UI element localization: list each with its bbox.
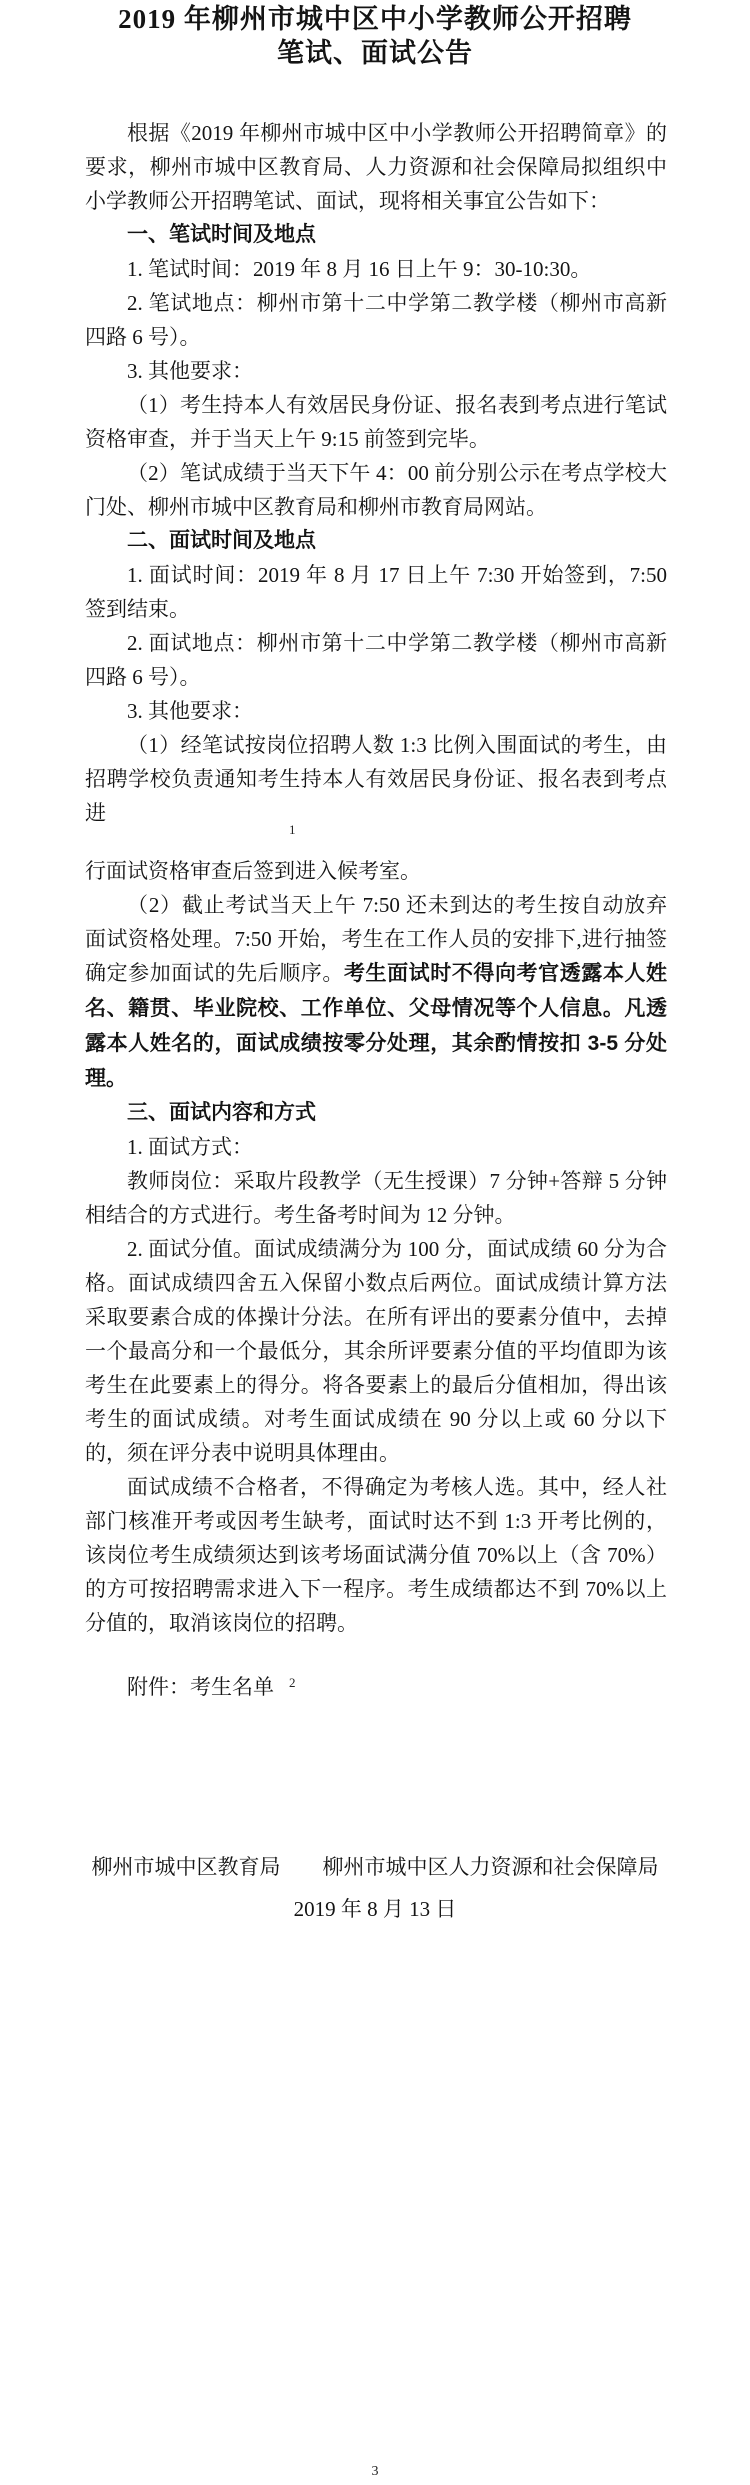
written-test-requirement-1: （1）考生持本人有效居民身份证、报名表到考点进行笔试资格审查，并于当天上午 9:15 前签到完毕。 xyxy=(85,393,667,451)
interview-location: 2. 面试地点：柳州市第十二中学第二教学楼（柳州市高新四路 6 号）。 xyxy=(85,631,667,689)
interview-requirement-2-normal: （2）截止考试当天上午 7:50 还未到达的考生按自动放弃面试资格处理。7:50 开始，考生在工作人员的安排下,进行抽签确定参加面试的先后顺序。 xyxy=(85,893,667,985)
document-body xyxy=(85,116,667,1704)
written-test-location: 2. 笔试地点：柳州市第十二中学第二教学楼（柳州市高新四路 6 号）。 xyxy=(85,291,667,349)
interview-method-label: 1. 面试方式： xyxy=(127,1135,253,1159)
interview-fail-rules: 面试成绩不合格者，不得确定为考核人选。其中，经人社部门核准开考或因考生缺考，面试时达不到 1:3 开考比例的，该岗位考生成绩须达到该考场面试满分值 70%以上（含 70%）的方可按招聘需求进入下一程序。考生成绩都达不到 70%以上分值的，取消该岗位的招聘。 xyxy=(85,1475,667,1635)
title-line-1: 2019 年柳州市城中区中小学教师公开招聘 xyxy=(118,4,632,34)
document-title xyxy=(0,2,750,70)
title-line-2: 笔试、面试公告 xyxy=(277,38,473,68)
page-number-3: 3 xyxy=(371,2464,379,2479)
written-test-other-label: 3. 其他要求： xyxy=(127,359,253,383)
interview-requirement-2 xyxy=(85,888,667,1096)
issue-date: 2019 年 8 月 13 日 xyxy=(293,1897,457,1921)
issuer-education-bureau: 柳州市城中区教育局 xyxy=(91,1855,281,1879)
interview-time: 1. 面试时间：2019 年 8 月 17 日上午 7:30 开始签到，7:50 签到结束。 xyxy=(85,563,667,621)
issuing-agencies xyxy=(0,1850,750,1884)
section-2-heading: 二、面试时间及地点 xyxy=(127,529,316,552)
section-3-heading: 三、面试内容和方式 xyxy=(127,1101,316,1124)
written-test-time: 1. 笔试时间：2019 年 8 月 16 日上午 9：30-10:30。 xyxy=(127,257,592,281)
section-1-heading: 一、笔试时间及地点 xyxy=(127,223,316,246)
page-number-1-artifact: 1 xyxy=(289,822,296,837)
written-test-requirement-2: （2）笔试成绩于当天下午 4：00 前分别公示在考点学校大门处、柳州市城中区教育局和柳州市教育局网站。 xyxy=(85,461,667,519)
interview-method-detail: 教师岗位：采取片段教学（无生授课）7 分钟+答辩 5 分钟相结合的方式进行。考生备考时间为 12 分钟。 xyxy=(85,1169,667,1227)
signature-block xyxy=(0,1850,750,1926)
interview-scoring: 2. 面试分值。面试成绩满分为 100 分，面试成绩 60 分为合格。面试成绩四舍五入保留小数点后两位。面试成绩计算方法采取要素合成的体操计分法。在所有评出的要素分值中，去掉一个最高分和一个最低分，其余所评要素分值的平均值即为该考生在此要素上的得分。将各要素上的最后分值相加，得出该考生的面试成绩。对考生面试成绩在 90 分以上或 60 分以下的，须在评分表中说明具体理由。 xyxy=(85,1237,667,1465)
intro-paragraph: 根据《2019 年柳州市城中区中小学教师公开招聘简章》的要求，柳州市城中区教育局、人力资源和社会保障局拟组织中小学教师公开招聘笔试、面试，现将相关事宜公告如下： xyxy=(85,121,667,213)
interview-requirement-2-bold: 考生面试时不得向考官透露本人姓名、籍贯、毕业院校、工作单位、父母情况等个人信息。凡透露本人姓名的，面试成绩按零分处理，其余酌情按扣 3-5 分处理。 xyxy=(85,962,668,1090)
issuer-hr-social-security-bureau: 柳州市城中区人力资源和社会保障局 xyxy=(322,1855,659,1879)
page-number-2-artifact: 2 xyxy=(289,1675,296,1690)
interview-requirement-1-part-2: 行面试资格审查后签到进入候考室。 xyxy=(85,859,421,883)
interview-requirement-1-part-1: （1）经笔试按岗位招聘人数 1:3 比例入围面试的考生，由招聘学校负责通知考生持本人有效居民身份证、报名表到考点进 xyxy=(85,733,667,825)
interview-other-label: 3. 其他要求： xyxy=(127,699,253,723)
attachment-line: 附件：考生名单 xyxy=(127,1675,274,1699)
